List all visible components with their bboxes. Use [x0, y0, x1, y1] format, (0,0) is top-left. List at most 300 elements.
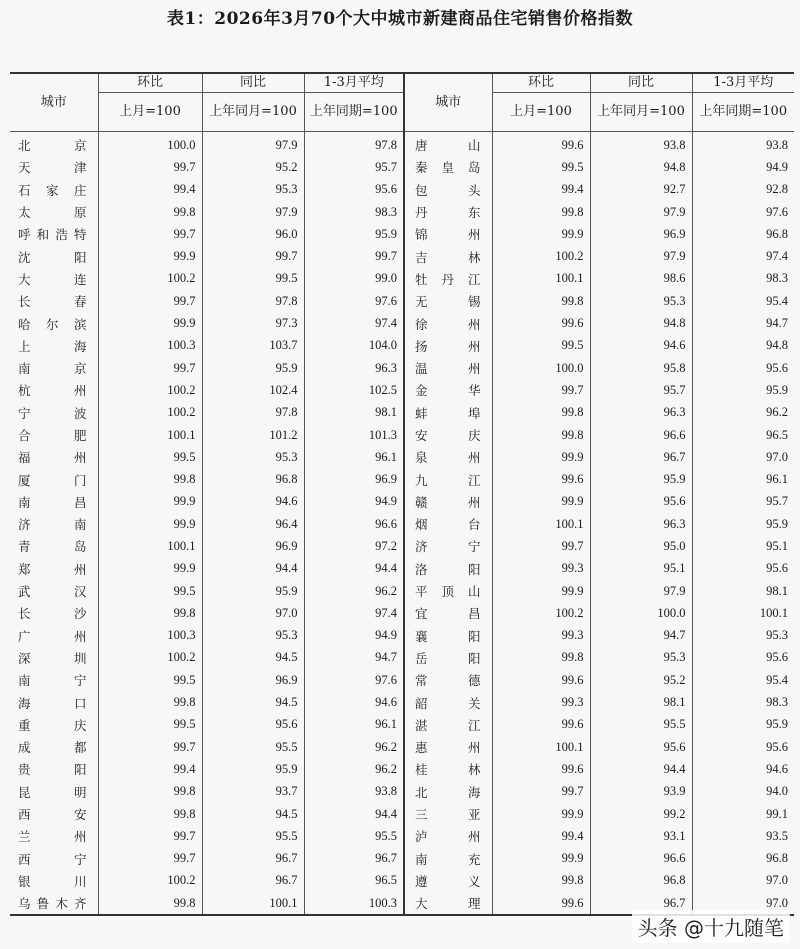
yoy-cell-left: 95.3 — [202, 446, 304, 468]
city-cell-left: 海口 — [18, 695, 88, 711]
mom-cell-right: 99.8 — [492, 290, 590, 312]
yoy-cell-left: 97.8 — [202, 290, 304, 312]
mom-cell-right: 100.2 — [492, 602, 590, 624]
table-row — [10, 446, 794, 468]
yoy-cell-right: 95.3 — [590, 647, 692, 669]
city-cell-right: 金华 — [404, 379, 492, 401]
yoy-cell-right: 95.6 — [590, 491, 692, 513]
city-cell-left: 厦门 — [18, 472, 88, 488]
header-row-top — [10, 73, 794, 93]
city-cell-right: 大理 — [404, 892, 492, 915]
yoy-cell-left: 96.9 — [202, 535, 304, 557]
mom-subheader-left: 上月=100 — [98, 93, 202, 132]
city-cell-left: 广州 — [18, 628, 88, 644]
table-row — [10, 580, 794, 602]
mom-cell-right: 99.8 — [492, 647, 590, 669]
avg-cell-right: 100.1 — [692, 602, 794, 624]
yoy-cell-left: 96.4 — [202, 513, 304, 535]
yoy-cell-left: 95.5 — [202, 825, 304, 847]
mom-cell-right: 99.6 — [492, 669, 590, 691]
avg-cell-left: 104.0 — [304, 335, 404, 357]
avg-cell-left: 98.3 — [304, 201, 404, 223]
yoy-cell-left: 97.8 — [202, 402, 304, 424]
avg-cell-right: 97.4 — [692, 245, 794, 267]
city-cell-right: 蚌埠 — [404, 402, 492, 424]
table-row — [10, 424, 794, 446]
city-cell-right: 平顶山 — [404, 580, 492, 602]
yoy-cell-right: 95.3 — [590, 290, 692, 312]
table-row — [10, 335, 794, 357]
city-cell-right: 烟台 — [404, 513, 492, 535]
mom-cell-right: 99.5 — [492, 335, 590, 357]
mom-cell-right: 99.8 — [492, 424, 590, 446]
avg-cell-left: 102.5 — [304, 379, 404, 401]
avg-cell-left: 96.6 — [304, 513, 404, 535]
city-cell-right: 惠州 — [404, 736, 492, 758]
avg-cell-right: 94.9 — [692, 156, 794, 178]
avg-cell-right: 94.8 — [692, 335, 794, 357]
table-row — [10, 803, 794, 825]
mom-cell-right: 99.9 — [492, 446, 590, 468]
mom-cell-left: 99.7 — [98, 848, 202, 870]
table-row — [10, 402, 794, 424]
yoy-cell-left: 96.7 — [202, 848, 304, 870]
table-row — [10, 647, 794, 669]
table-body — [10, 132, 794, 916]
yoy-cell-right: 96.8 — [590, 870, 692, 892]
table-row — [10, 357, 794, 379]
yoy-cell-right: 94.8 — [590, 312, 692, 334]
avg-cell-right: 97.6 — [692, 201, 794, 223]
yoy-cell-left: 96.8 — [202, 468, 304, 490]
yoy-cell-left: 94.6 — [202, 491, 304, 513]
city-cell-left: 呼和浩特 — [18, 227, 88, 243]
table-row — [10, 825, 794, 847]
mom-cell-right: 99.6 — [492, 714, 590, 736]
table-row — [10, 179, 794, 201]
mom-cell-left: 100.2 — [98, 268, 202, 290]
avg-cell-left: 95.5 — [304, 825, 404, 847]
table-row — [10, 223, 794, 245]
yoy-cell-right: 97.9 — [590, 201, 692, 223]
avg-cell-right: 95.6 — [692, 357, 794, 379]
yoy-cell-left: 96.7 — [202, 870, 304, 892]
yoy-cell-left: 99.5 — [202, 268, 304, 290]
mom-cell-right: 99.3 — [492, 691, 590, 713]
avg-cell-left: 97.8 — [304, 132, 404, 157]
city-cell-left: 昆明 — [18, 784, 88, 800]
table-row — [10, 156, 794, 178]
city-cell-left: 宁波 — [18, 405, 88, 421]
city-cell-left: 太原 — [18, 205, 88, 221]
city-cell-left: 重庆 — [18, 717, 88, 733]
city-cell-right: 宜昌 — [404, 602, 492, 624]
city-cell-left: 西宁 — [18, 851, 88, 867]
mom-cell-right: 99.9 — [492, 580, 590, 602]
avg-header-right: 1-3月平均 — [692, 73, 794, 93]
yoy-header-left: 同比 — [202, 73, 304, 93]
mom-cell-right: 99.4 — [492, 179, 590, 201]
mom-cell-right: 99.3 — [492, 558, 590, 580]
mom-cell-right: 99.7 — [492, 379, 590, 401]
avg-cell-left: 99.7 — [304, 245, 404, 267]
table-row — [10, 513, 794, 535]
city-cell-right: 泸州 — [404, 825, 492, 847]
mom-cell-right: 99.6 — [492, 132, 590, 157]
mom-cell-right: 99.5 — [492, 156, 590, 178]
mom-cell-right: 100.1 — [492, 268, 590, 290]
mom-cell-left: 99.9 — [98, 245, 202, 267]
mom-cell-left: 100.2 — [98, 647, 202, 669]
mom-cell-left: 99.8 — [98, 468, 202, 490]
mom-cell-right: 99.9 — [492, 223, 590, 245]
yoy-cell-left: 94.5 — [202, 647, 304, 669]
table-row — [10, 602, 794, 624]
city-cell-left: 贵阳 — [18, 762, 88, 778]
avg-cell-right: 95.3 — [692, 625, 794, 647]
table-row — [10, 201, 794, 223]
avg-cell-right: 96.1 — [692, 468, 794, 490]
yoy-cell-right: 93.1 — [590, 825, 692, 847]
table-row — [10, 268, 794, 290]
mom-subheader-right: 上月=100 — [492, 93, 590, 132]
city-cell-left: 乌鲁木齐 — [10, 892, 98, 915]
mom-cell-right: 99.9 — [492, 848, 590, 870]
yoy-cell-right: 94.7 — [590, 625, 692, 647]
yoy-cell-right: 95.1 — [590, 558, 692, 580]
city-cell-right: 秦皇岛 — [404, 156, 492, 178]
city-cell-right: 徐州 — [404, 312, 492, 334]
city-cell-right: 桂林 — [404, 758, 492, 780]
avg-cell-left: 97.2 — [304, 535, 404, 557]
mom-cell-right: 99.7 — [492, 535, 590, 557]
avg-cell-left: 98.1 — [304, 402, 404, 424]
avg-cell-right: 95.6 — [692, 736, 794, 758]
avg-cell-left: 99.0 — [304, 268, 404, 290]
avg-subheader-right: 上年同期=100 — [692, 93, 794, 132]
yoy-cell-right: 94.6 — [590, 335, 692, 357]
avg-cell-left: 101.3 — [304, 424, 404, 446]
yoy-cell-left: 94.5 — [202, 691, 304, 713]
avg-cell-right: 95.7 — [692, 491, 794, 513]
yoy-cell-left: 96.0 — [202, 223, 304, 245]
city-cell-left: 杭州 — [18, 383, 88, 399]
yoy-cell-left: 93.7 — [202, 781, 304, 803]
avg-cell-left: 94.7 — [304, 647, 404, 669]
yoy-cell-left: 95.2 — [202, 156, 304, 178]
avg-cell-left: 100.3 — [304, 892, 404, 915]
yoy-cell-left: 95.3 — [202, 179, 304, 201]
mom-cell-right: 99.6 — [492, 892, 590, 915]
city-cell-left: 银川 — [18, 873, 88, 889]
city-cell-left: 郑州 — [18, 561, 88, 577]
mom-cell-left: 99.7 — [98, 736, 202, 758]
table-row — [10, 781, 794, 803]
avg-cell-right: 99.1 — [692, 803, 794, 825]
city-cell-left: 天津 — [18, 160, 88, 176]
city-cell-right: 温州 — [404, 357, 492, 379]
city-cell-right: 包头 — [404, 179, 492, 201]
mom-cell-right: 99.3 — [492, 625, 590, 647]
avg-cell-right: 98.3 — [692, 268, 794, 290]
avg-cell-right: 95.9 — [692, 513, 794, 535]
table-row — [10, 848, 794, 870]
city-cell-right: 岳阳 — [404, 647, 492, 669]
avg-cell-right: 95.6 — [692, 558, 794, 580]
city-header-left: 城市 — [10, 73, 98, 132]
yoy-cell-right: 97.9 — [590, 245, 692, 267]
mom-cell-right: 100.1 — [492, 513, 590, 535]
city-cell-right: 三亚 — [404, 803, 492, 825]
yoy-cell-left: 97.0 — [202, 602, 304, 624]
mom-cell-left: 100.1 — [98, 535, 202, 557]
avg-cell-left: 95.6 — [304, 179, 404, 201]
avg-cell-right: 94.7 — [692, 312, 794, 334]
city-cell-right: 锦州 — [404, 223, 492, 245]
yoy-cell-left: 102.4 — [202, 379, 304, 401]
city-cell-right: 北海 — [404, 781, 492, 803]
yoy-cell-right: 96.9 — [590, 223, 692, 245]
city-cell-left: 深圳 — [18, 650, 88, 666]
avg-cell-right: 96.5 — [692, 424, 794, 446]
avg-cell-left: 96.5 — [304, 870, 404, 892]
city-cell-right: 韶关 — [404, 691, 492, 713]
mom-cell-left: 99.5 — [98, 714, 202, 736]
city-cell-right: 遵义 — [404, 870, 492, 892]
avg-cell-left: 94.9 — [304, 625, 404, 647]
city-cell-left: 福州 — [18, 450, 88, 466]
mom-cell-left: 99.7 — [98, 156, 202, 178]
mom-cell-left: 99.5 — [98, 446, 202, 468]
avg-cell-left: 97.6 — [304, 669, 404, 691]
avg-cell-left: 94.4 — [304, 558, 404, 580]
mom-cell-left: 99.9 — [98, 312, 202, 334]
yoy-subheader-left: 上年同月=100 — [202, 93, 304, 132]
yoy-cell-right: 93.8 — [590, 132, 692, 157]
avg-cell-right: 96.8 — [692, 223, 794, 245]
yoy-cell-right: 95.5 — [590, 714, 692, 736]
mom-cell-right: 99.9 — [492, 803, 590, 825]
city-cell-left: 武汉 — [18, 584, 88, 600]
yoy-cell-right: 93.9 — [590, 781, 692, 803]
yoy-cell-left: 95.6 — [202, 714, 304, 736]
city-cell-left: 西安 — [18, 807, 88, 823]
mom-cell-left: 100.1 — [98, 424, 202, 446]
mom-cell-left: 99.9 — [98, 513, 202, 535]
yoy-header-right: 同比 — [590, 73, 692, 93]
yoy-cell-right: 95.9 — [590, 468, 692, 490]
mom-cell-left: 100.2 — [98, 379, 202, 401]
city-cell-left: 南京 — [18, 361, 88, 377]
city-cell-right: 南充 — [404, 848, 492, 870]
yoy-cell-left: 101.2 — [202, 424, 304, 446]
city-cell-right: 湛江 — [404, 714, 492, 736]
city-cell-left: 沈阳 — [18, 249, 88, 265]
yoy-cell-right: 94.8 — [590, 156, 692, 178]
price-index-table-container — [10, 72, 794, 916]
mom-cell-right: 99.4 — [492, 825, 590, 847]
mom-cell-left: 100.2 — [98, 402, 202, 424]
mom-cell-left: 99.8 — [98, 803, 202, 825]
mom-cell-right: 99.8 — [492, 201, 590, 223]
yoy-cell-right: 95.2 — [590, 669, 692, 691]
yoy-cell-right: 96.3 — [590, 402, 692, 424]
city-cell-right: 唐山 — [404, 132, 492, 157]
avg-cell-left: 96.7 — [304, 848, 404, 870]
yoy-cell-left: 95.3 — [202, 625, 304, 647]
avg-cell-left: 94.9 — [304, 491, 404, 513]
city-cell-right: 无锡 — [404, 290, 492, 312]
city-cell-left: 上海 — [18, 338, 88, 354]
city-cell-left: 大连 — [18, 271, 88, 287]
yoy-cell-left: 95.5 — [202, 736, 304, 758]
yoy-cell-right: 95.6 — [590, 736, 692, 758]
city-cell-left: 青岛 — [18, 539, 88, 555]
mom-cell-left: 99.9 — [98, 491, 202, 513]
avg-subheader-left: 上年同期=100 — [304, 93, 404, 132]
city-cell-right: 扬州 — [404, 335, 492, 357]
yoy-cell-right: 98.6 — [590, 268, 692, 290]
avg-cell-right: 95.4 — [692, 669, 794, 691]
city-cell-left: 哈尔滨 — [18, 316, 88, 332]
avg-cell-left: 96.3 — [304, 357, 404, 379]
header-row-sub — [10, 93, 794, 132]
table-row — [10, 714, 794, 736]
mom-cell-right: 99.9 — [492, 491, 590, 513]
avg-header-left: 1-3月平均 — [304, 73, 404, 93]
mom-cell-left: 100.3 — [98, 335, 202, 357]
city-cell-right: 牡丹江 — [404, 268, 492, 290]
price-index-table — [10, 72, 794, 916]
table-row — [10, 625, 794, 647]
mom-cell-right: 99.7 — [492, 781, 590, 803]
city-cell-left: 北京 — [18, 138, 88, 154]
mom-cell-left: 99.7 — [98, 357, 202, 379]
yoy-cell-right: 92.7 — [590, 179, 692, 201]
avg-cell-right: 97.0 — [692, 870, 794, 892]
yoy-cell-left: 97.9 — [202, 132, 304, 157]
avg-cell-right: 97.0 — [692, 446, 794, 468]
yoy-cell-left: 97.3 — [202, 312, 304, 334]
city-cell-left: 南宁 — [18, 673, 88, 689]
city-cell-right: 常德 — [404, 669, 492, 691]
avg-cell-left: 96.9 — [304, 468, 404, 490]
mom-cell-left: 99.4 — [98, 179, 202, 201]
yoy-cell-right: 96.7 — [590, 892, 692, 915]
avg-cell-right: 98.3 — [692, 691, 794, 713]
mom-cell-right: 99.8 — [492, 402, 590, 424]
avg-cell-left: 94.4 — [304, 803, 404, 825]
mom-cell-left: 99.7 — [98, 825, 202, 847]
table-row — [10, 758, 794, 780]
yoy-cell-left: 95.9 — [202, 357, 304, 379]
mom-cell-right: 99.8 — [492, 870, 590, 892]
mom-cell-right: 100.0 — [492, 357, 590, 379]
avg-cell-left: 96.1 — [304, 446, 404, 468]
yoy-cell-right: 94.4 — [590, 758, 692, 780]
mom-cell-left: 99.8 — [98, 892, 202, 915]
table-row — [10, 535, 794, 557]
table-row — [10, 379, 794, 401]
avg-cell-right: 94.0 — [692, 781, 794, 803]
mom-cell-right: 100.2 — [492, 245, 590, 267]
city-cell-left: 长春 — [18, 294, 88, 310]
city-cell-left: 合肥 — [18, 428, 88, 443]
mom-header-left: 环比 — [98, 73, 202, 93]
mom-cell-right: 99.6 — [492, 312, 590, 334]
avg-cell-left: 95.9 — [304, 223, 404, 245]
mom-cell-left: 99.8 — [98, 691, 202, 713]
avg-cell-left: 97.4 — [304, 312, 404, 334]
table-row — [10, 870, 794, 892]
table-row — [10, 312, 794, 334]
city-cell-left: 长沙 — [18, 606, 88, 622]
avg-cell-right: 93.5 — [692, 825, 794, 847]
yoy-cell-right: 98.1 — [590, 691, 692, 713]
city-cell-right: 赣州 — [404, 491, 492, 513]
yoy-cell-right: 95.8 — [590, 357, 692, 379]
page-title: 表1：2026年3月70个大中城市新建商品住宅销售价格指数 — [166, 9, 634, 29]
avg-cell-right: 96.8 — [692, 848, 794, 870]
avg-cell-left: 97.4 — [304, 602, 404, 624]
avg-cell-right: 97.0 — [692, 892, 794, 915]
avg-cell-left: 96.2 — [304, 736, 404, 758]
yoy-cell-right: 96.6 — [590, 424, 692, 446]
avg-cell-left: 96.2 — [304, 580, 404, 602]
avg-cell-right: 95.6 — [692, 647, 794, 669]
city-header-right: 城市 — [404, 73, 492, 132]
city-cell-right: 泉州 — [404, 446, 492, 468]
city-cell-right: 九江 — [404, 468, 492, 490]
yoy-cell-right: 95.7 — [590, 379, 692, 401]
avg-cell-right: 93.8 — [692, 132, 794, 157]
table-row — [10, 290, 794, 312]
yoy-cell-right: 97.9 — [590, 580, 692, 602]
city-cell-right: 丹东 — [404, 201, 492, 223]
mom-cell-left: 99.8 — [98, 201, 202, 223]
avg-cell-left: 95.7 — [304, 156, 404, 178]
mom-cell-left: 99.5 — [98, 580, 202, 602]
yoy-cell-right: 99.2 — [590, 803, 692, 825]
avg-cell-left: 93.8 — [304, 781, 404, 803]
table-row — [10, 736, 794, 758]
yoy-cell-left: 96.9 — [202, 669, 304, 691]
city-cell-left: 兰州 — [18, 829, 88, 845]
mom-cell-right: 99.6 — [492, 758, 590, 780]
city-cell-left: 南昌 — [18, 494, 88, 510]
mom-cell-right: 99.6 — [492, 468, 590, 490]
table-row — [10, 245, 794, 267]
avg-cell-right: 95.9 — [692, 714, 794, 736]
city-cell-left: 济南 — [18, 517, 88, 533]
avg-cell-right: 92.8 — [692, 179, 794, 201]
yoy-cell-left: 94.5 — [202, 803, 304, 825]
city-cell-right: 济宁 — [404, 535, 492, 557]
yoy-cell-left: 97.9 — [202, 201, 304, 223]
avg-cell-right: 95.9 — [692, 379, 794, 401]
yoy-cell-left: 94.4 — [202, 558, 304, 580]
yoy-cell-left: 95.9 — [202, 580, 304, 602]
yoy-cell-right: 96.7 — [590, 446, 692, 468]
city-cell-right: 吉林 — [404, 245, 492, 267]
city-cell-left: 成都 — [18, 740, 88, 756]
avg-cell-left: 94.6 — [304, 691, 404, 713]
yoy-cell-right: 96.3 — [590, 513, 692, 535]
avg-cell-right: 98.1 — [692, 580, 794, 602]
mom-cell-left: 99.7 — [98, 223, 202, 245]
avg-cell-right: 96.2 — [692, 402, 794, 424]
avg-cell-right: 95.1 — [692, 535, 794, 557]
